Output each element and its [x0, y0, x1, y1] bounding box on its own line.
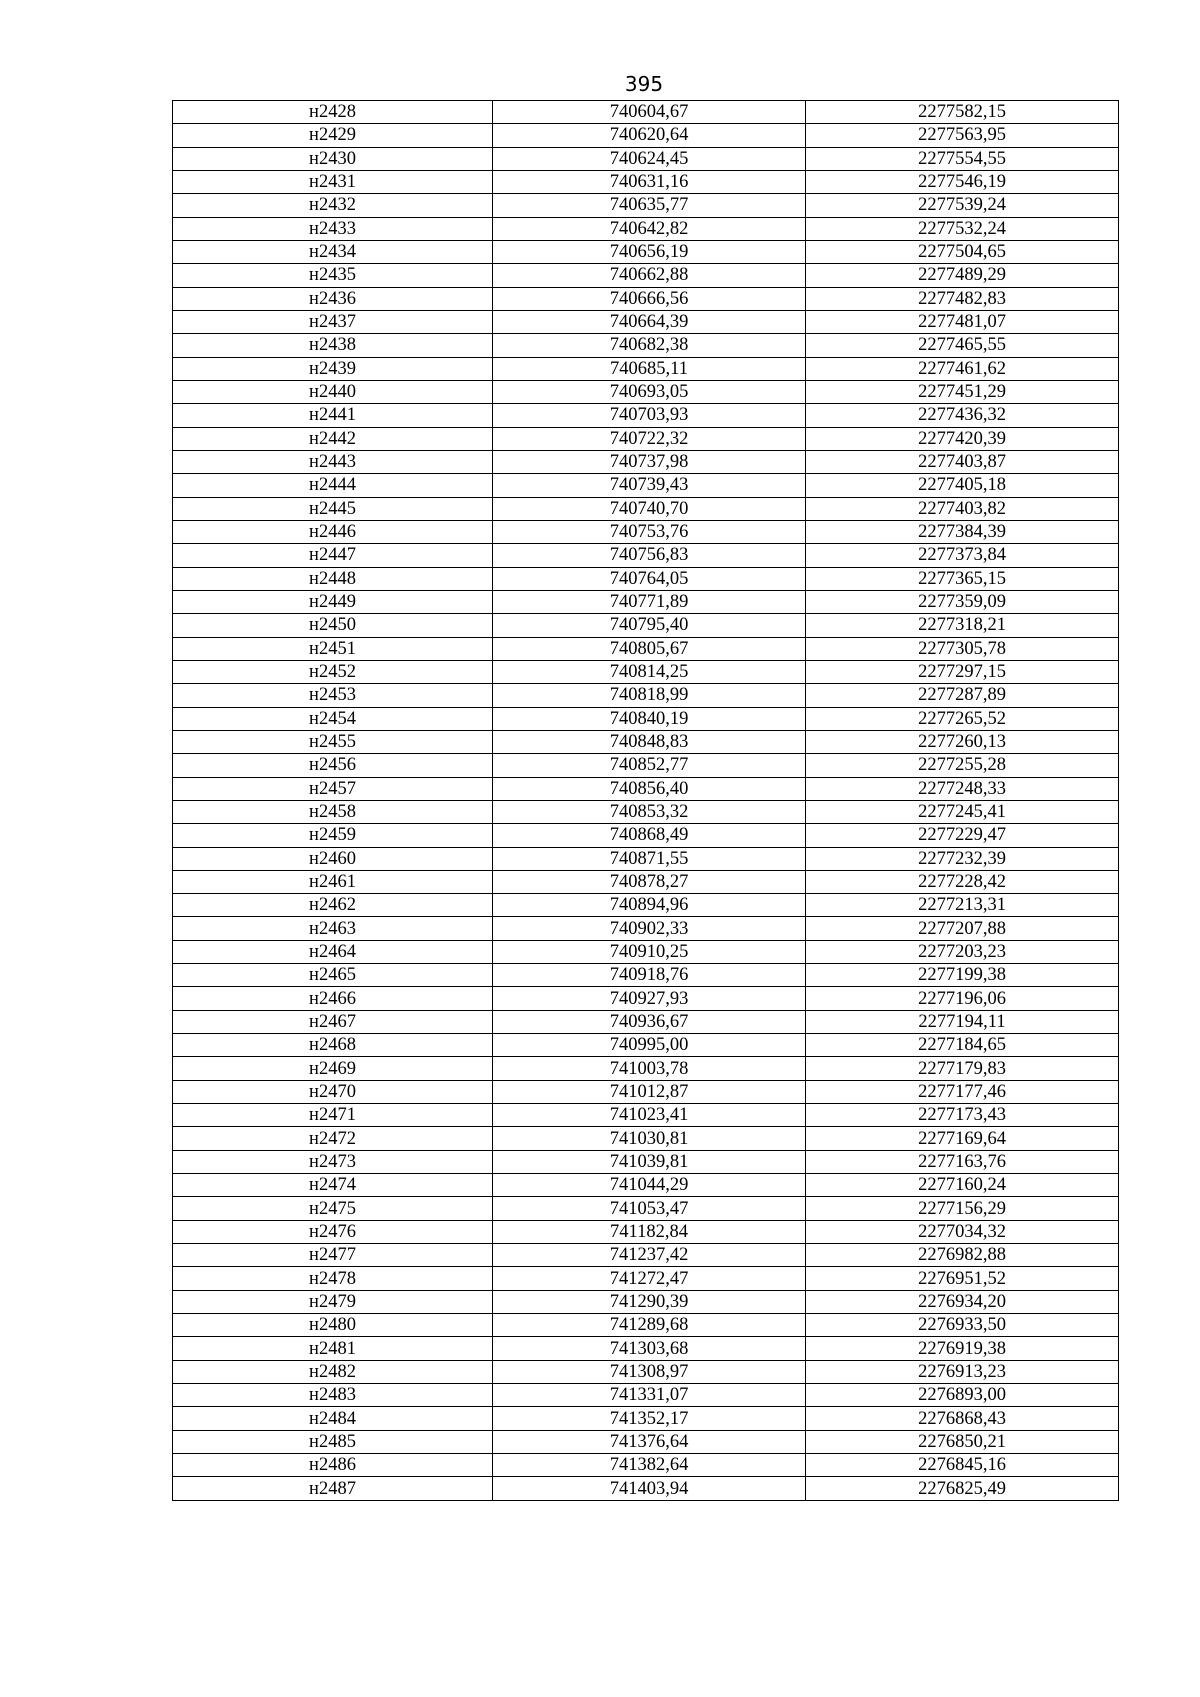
- y-coordinate-cell: 2277169,64: [806, 1127, 1119, 1150]
- x-coordinate-cell: 741030,81: [493, 1127, 806, 1150]
- point-id-cell: н2470: [173, 1080, 493, 1103]
- y-coordinate-cell: 2277403,87: [806, 450, 1119, 473]
- point-id-cell: н2463: [173, 917, 493, 940]
- point-id-cell: н2475: [173, 1197, 493, 1220]
- table-row: [173, 474, 1119, 497]
- x-coordinate-cell: 740635,77: [493, 194, 806, 217]
- point-id-cell: н2486: [173, 1454, 493, 1477]
- point-id-cell: н2479: [173, 1290, 493, 1313]
- point-id-cell: н2478: [173, 1267, 493, 1290]
- x-coordinate-cell: 740666,56: [493, 287, 806, 310]
- x-coordinate-cell: 740753,76: [493, 520, 806, 543]
- x-coordinate-cell: 741352,17: [493, 1407, 806, 1430]
- point-id-cell: н2433: [173, 217, 493, 240]
- table-row: [173, 101, 1119, 124]
- table-row: [173, 777, 1119, 800]
- point-id-cell: н2434: [173, 240, 493, 263]
- x-coordinate-cell: 741272,47: [493, 1267, 806, 1290]
- point-id-cell: н2450: [173, 614, 493, 637]
- x-coordinate-cell: 741039,81: [493, 1150, 806, 1173]
- table-row: [173, 497, 1119, 520]
- table-row: [173, 1244, 1119, 1267]
- table-row: [173, 1010, 1119, 1033]
- x-coordinate-cell: 740656,19: [493, 240, 806, 263]
- table-row: [173, 1104, 1119, 1127]
- y-coordinate-cell: 2276913,23: [806, 1360, 1119, 1383]
- point-id-cell: н2474: [173, 1174, 493, 1197]
- coordinates-table-body: [173, 101, 1119, 1501]
- x-coordinate-cell: 740631,16: [493, 170, 806, 193]
- y-coordinate-cell: 2277305,78: [806, 637, 1119, 660]
- y-coordinate-cell: 2277245,41: [806, 800, 1119, 823]
- x-coordinate-cell: 741403,94: [493, 1477, 806, 1500]
- table-row: [173, 1290, 1119, 1313]
- x-coordinate-cell: 740840,19: [493, 707, 806, 730]
- table-row: [173, 1127, 1119, 1150]
- point-id-cell: н2443: [173, 450, 493, 473]
- y-coordinate-cell: 2277232,39: [806, 847, 1119, 870]
- table-row: [173, 1267, 1119, 1290]
- point-id-cell: н2454: [173, 707, 493, 730]
- y-coordinate-cell: 2277207,88: [806, 917, 1119, 940]
- y-coordinate-cell: 2277318,21: [806, 614, 1119, 637]
- x-coordinate-cell: 740936,67: [493, 1010, 806, 1033]
- point-id-cell: н2460: [173, 847, 493, 870]
- table-row: [173, 684, 1119, 707]
- point-id-cell: н2461: [173, 870, 493, 893]
- table-row: [173, 450, 1119, 473]
- y-coordinate-cell: 2277489,29: [806, 264, 1119, 287]
- table-row: [173, 917, 1119, 940]
- y-coordinate-cell: 2277179,83: [806, 1057, 1119, 1080]
- y-coordinate-cell: 2277034,32: [806, 1220, 1119, 1243]
- point-id-cell: н2469: [173, 1057, 493, 1080]
- point-id-cell: н2452: [173, 660, 493, 683]
- x-coordinate-cell: 740740,70: [493, 497, 806, 520]
- point-id-cell: н2441: [173, 404, 493, 427]
- table-row: [173, 1057, 1119, 1080]
- x-coordinate-cell: 740918,76: [493, 964, 806, 987]
- x-coordinate-cell: 741182,84: [493, 1220, 806, 1243]
- point-id-cell: н2429: [173, 124, 493, 147]
- point-id-cell: н2472: [173, 1127, 493, 1150]
- x-coordinate-cell: 740853,32: [493, 800, 806, 823]
- x-coordinate-cell: 740703,93: [493, 404, 806, 427]
- coordinates-table: [172, 100, 1119, 1501]
- point-id-cell: н2458: [173, 800, 493, 823]
- y-coordinate-cell: 2276982,88: [806, 1244, 1119, 1267]
- y-coordinate-cell: 2277163,76: [806, 1150, 1119, 1173]
- table-row: [173, 894, 1119, 917]
- y-coordinate-cell: 2276951,52: [806, 1267, 1119, 1290]
- table-row: [173, 147, 1119, 170]
- point-id-cell: н2473: [173, 1150, 493, 1173]
- x-coordinate-cell: 741331,07: [493, 1384, 806, 1407]
- x-coordinate-cell: 740927,93: [493, 987, 806, 1010]
- point-id-cell: н2484: [173, 1407, 493, 1430]
- point-id-cell: н2432: [173, 194, 493, 217]
- point-id-cell: н2455: [173, 730, 493, 753]
- y-coordinate-cell: 2276934,20: [806, 1290, 1119, 1313]
- point-id-cell: н2447: [173, 544, 493, 567]
- point-id-cell: н2435: [173, 264, 493, 287]
- x-coordinate-cell: 740818,99: [493, 684, 806, 707]
- x-coordinate-cell: 740995,00: [493, 1034, 806, 1057]
- point-id-cell: н2436: [173, 287, 493, 310]
- x-coordinate-cell: 741290,39: [493, 1290, 806, 1313]
- y-coordinate-cell: 2277248,33: [806, 777, 1119, 800]
- table-row: [173, 217, 1119, 240]
- x-coordinate-cell: 741044,29: [493, 1174, 806, 1197]
- table-row: [173, 427, 1119, 450]
- x-coordinate-cell: 740693,05: [493, 380, 806, 403]
- table-row: [173, 660, 1119, 683]
- table-row: [173, 1220, 1119, 1243]
- table-row: [173, 707, 1119, 730]
- y-coordinate-cell: 2276825,49: [806, 1477, 1119, 1500]
- y-coordinate-cell: 2277546,19: [806, 170, 1119, 193]
- point-id-cell: н2483: [173, 1384, 493, 1407]
- page-number: 395: [624, 72, 664, 96]
- table-row: [173, 940, 1119, 963]
- y-coordinate-cell: 2277229,47: [806, 824, 1119, 847]
- y-coordinate-cell: 2276868,43: [806, 1407, 1119, 1430]
- table-row: [173, 800, 1119, 823]
- y-coordinate-cell: 2277451,29: [806, 380, 1119, 403]
- y-coordinate-cell: 2277184,65: [806, 1034, 1119, 1057]
- y-coordinate-cell: 2277160,24: [806, 1174, 1119, 1197]
- point-id-cell: н2477: [173, 1244, 493, 1267]
- point-id-cell: н2439: [173, 357, 493, 380]
- y-coordinate-cell: 2277365,15: [806, 567, 1119, 590]
- y-coordinate-cell: 2277465,55: [806, 334, 1119, 357]
- y-coordinate-cell: 2276845,16: [806, 1454, 1119, 1477]
- y-coordinate-cell: 2277194,11: [806, 1010, 1119, 1033]
- point-id-cell: н2467: [173, 1010, 493, 1033]
- point-id-cell: н2445: [173, 497, 493, 520]
- x-coordinate-cell: 740848,83: [493, 730, 806, 753]
- y-coordinate-cell: 2277403,82: [806, 497, 1119, 520]
- x-coordinate-cell: 740682,38: [493, 334, 806, 357]
- x-coordinate-cell: 740604,67: [493, 101, 806, 124]
- point-id-cell: н2464: [173, 940, 493, 963]
- x-coordinate-cell: 740642,82: [493, 217, 806, 240]
- point-id-cell: н2428: [173, 101, 493, 124]
- y-coordinate-cell: 2277482,83: [806, 287, 1119, 310]
- x-coordinate-cell: 741303,68: [493, 1337, 806, 1360]
- table-row: [173, 194, 1119, 217]
- table-row: [173, 964, 1119, 987]
- table-row: [173, 847, 1119, 870]
- x-coordinate-cell: 740871,55: [493, 847, 806, 870]
- x-coordinate-cell: 740624,45: [493, 147, 806, 170]
- x-coordinate-cell: 740856,40: [493, 777, 806, 800]
- point-id-cell: н2449: [173, 590, 493, 613]
- y-coordinate-cell: 2277539,24: [806, 194, 1119, 217]
- table-row: [173, 987, 1119, 1010]
- y-coordinate-cell: 2277373,84: [806, 544, 1119, 567]
- x-coordinate-cell: 740771,89: [493, 590, 806, 613]
- point-id-cell: н2468: [173, 1034, 493, 1057]
- table-row: [173, 1430, 1119, 1453]
- point-id-cell: н2457: [173, 777, 493, 800]
- table-row: [173, 754, 1119, 777]
- x-coordinate-cell: 740662,88: [493, 264, 806, 287]
- y-coordinate-cell: 2277213,31: [806, 894, 1119, 917]
- y-coordinate-cell: 2277554,55: [806, 147, 1119, 170]
- y-coordinate-cell: 2277265,52: [806, 707, 1119, 730]
- table-row: [173, 614, 1119, 637]
- x-coordinate-cell: 740722,32: [493, 427, 806, 450]
- x-coordinate-cell: 741289,68: [493, 1314, 806, 1337]
- y-coordinate-cell: 2277255,28: [806, 754, 1119, 777]
- x-coordinate-cell: 740620,64: [493, 124, 806, 147]
- x-coordinate-cell: 741023,41: [493, 1104, 806, 1127]
- y-coordinate-cell: 2277436,32: [806, 404, 1119, 427]
- table-row: [173, 380, 1119, 403]
- table-row: [173, 1197, 1119, 1220]
- y-coordinate-cell: 2277582,15: [806, 101, 1119, 124]
- point-id-cell: н2437: [173, 310, 493, 333]
- point-id-cell: н2476: [173, 1220, 493, 1243]
- x-coordinate-cell: 741376,64: [493, 1430, 806, 1453]
- y-coordinate-cell: 2276933,50: [806, 1314, 1119, 1337]
- x-coordinate-cell: 740685,11: [493, 357, 806, 380]
- x-coordinate-cell: 740737,98: [493, 450, 806, 473]
- table-row: [173, 1150, 1119, 1173]
- table-row: [173, 1384, 1119, 1407]
- x-coordinate-cell: 740805,67: [493, 637, 806, 660]
- table-row: [173, 1454, 1119, 1477]
- table-row: [173, 567, 1119, 590]
- x-coordinate-cell: 740902,33: [493, 917, 806, 940]
- point-id-cell: н2482: [173, 1360, 493, 1383]
- y-coordinate-cell: 2277156,29: [806, 1197, 1119, 1220]
- point-id-cell: н2487: [173, 1477, 493, 1500]
- point-id-cell: н2466: [173, 987, 493, 1010]
- table-row: [173, 730, 1119, 753]
- y-coordinate-cell: 2277481,07: [806, 310, 1119, 333]
- x-coordinate-cell: 740910,25: [493, 940, 806, 963]
- table-row: [173, 544, 1119, 567]
- point-id-cell: н2453: [173, 684, 493, 707]
- y-coordinate-cell: 2277228,42: [806, 870, 1119, 893]
- x-coordinate-cell: 741053,47: [493, 1197, 806, 1220]
- table-row: [173, 240, 1119, 263]
- point-id-cell: н2456: [173, 754, 493, 777]
- point-id-cell: н2442: [173, 427, 493, 450]
- y-coordinate-cell: 2277297,15: [806, 660, 1119, 683]
- y-coordinate-cell: 2277177,46: [806, 1080, 1119, 1103]
- table-row: [173, 637, 1119, 660]
- x-coordinate-cell: 741012,87: [493, 1080, 806, 1103]
- y-coordinate-cell: 2277461,62: [806, 357, 1119, 380]
- point-id-cell: н2481: [173, 1337, 493, 1360]
- table-row: [173, 334, 1119, 357]
- table-row: [173, 264, 1119, 287]
- y-coordinate-cell: 2276919,38: [806, 1337, 1119, 1360]
- y-coordinate-cell: 2276893,00: [806, 1384, 1119, 1407]
- x-coordinate-cell: 740894,96: [493, 894, 806, 917]
- x-coordinate-cell: 740795,40: [493, 614, 806, 637]
- y-coordinate-cell: 2277203,23: [806, 940, 1119, 963]
- point-id-cell: н2451: [173, 637, 493, 660]
- table-row: [173, 310, 1119, 333]
- x-coordinate-cell: 741308,97: [493, 1360, 806, 1383]
- x-coordinate-cell: 740756,83: [493, 544, 806, 567]
- point-id-cell: н2471: [173, 1104, 493, 1127]
- y-coordinate-cell: 2277196,06: [806, 987, 1119, 1010]
- table-row: [173, 1314, 1119, 1337]
- point-id-cell: н2462: [173, 894, 493, 917]
- table-row: [173, 170, 1119, 193]
- point-id-cell: н2480: [173, 1314, 493, 1337]
- y-coordinate-cell: 2277287,89: [806, 684, 1119, 707]
- point-id-cell: н2440: [173, 380, 493, 403]
- y-coordinate-cell: 2277420,39: [806, 427, 1119, 450]
- x-coordinate-cell: 740764,05: [493, 567, 806, 590]
- table-row: [173, 520, 1119, 543]
- y-coordinate-cell: 2277405,18: [806, 474, 1119, 497]
- point-id-cell: н2465: [173, 964, 493, 987]
- table-row: [173, 1407, 1119, 1430]
- table-row: [173, 1337, 1119, 1360]
- x-coordinate-cell: 740878,27: [493, 870, 806, 893]
- y-coordinate-cell: 2277384,39: [806, 520, 1119, 543]
- table-row: [173, 870, 1119, 893]
- x-coordinate-cell: 740814,25: [493, 660, 806, 683]
- x-coordinate-cell: 741382,64: [493, 1454, 806, 1477]
- y-coordinate-cell: 2277173,43: [806, 1104, 1119, 1127]
- table-row: [173, 404, 1119, 427]
- table-row: [173, 1080, 1119, 1103]
- table-row: [173, 824, 1119, 847]
- x-coordinate-cell: 740664,39: [493, 310, 806, 333]
- x-coordinate-cell: 741237,42: [493, 1244, 806, 1267]
- y-coordinate-cell: 2277260,13: [806, 730, 1119, 753]
- table-row: [173, 590, 1119, 613]
- x-coordinate-cell: 740868,49: [493, 824, 806, 847]
- x-coordinate-cell: 740739,43: [493, 474, 806, 497]
- y-coordinate-cell: 2277563,95: [806, 124, 1119, 147]
- y-coordinate-cell: 2277199,38: [806, 964, 1119, 987]
- table-row: [173, 287, 1119, 310]
- point-id-cell: н2446: [173, 520, 493, 543]
- table-row: [173, 1034, 1119, 1057]
- point-id-cell: н2485: [173, 1430, 493, 1453]
- table-row: [173, 1477, 1119, 1500]
- x-coordinate-cell: 741003,78: [493, 1057, 806, 1080]
- point-id-cell: н2431: [173, 170, 493, 193]
- y-coordinate-cell: 2277504,65: [806, 240, 1119, 263]
- point-id-cell: н2459: [173, 824, 493, 847]
- point-id-cell: н2430: [173, 147, 493, 170]
- y-coordinate-cell: 2277359,09: [806, 590, 1119, 613]
- table-row: [173, 1360, 1119, 1383]
- table-row: [173, 124, 1119, 147]
- point-id-cell: н2448: [173, 567, 493, 590]
- y-coordinate-cell: 2276850,21: [806, 1430, 1119, 1453]
- point-id-cell: н2438: [173, 334, 493, 357]
- table-row: [173, 357, 1119, 380]
- y-coordinate-cell: 2277532,24: [806, 217, 1119, 240]
- table-row: [173, 1174, 1119, 1197]
- point-id-cell: н2444: [173, 474, 493, 497]
- x-coordinate-cell: 740852,77: [493, 754, 806, 777]
